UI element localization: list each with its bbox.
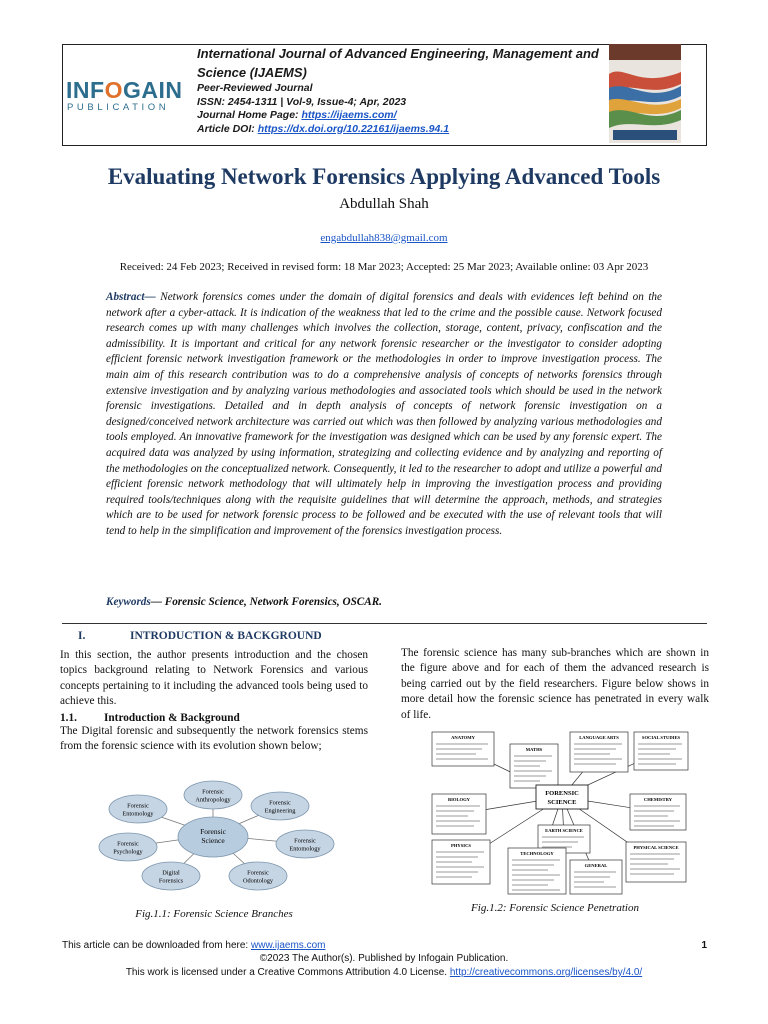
publisher-logo: INFOGAIN PUBLICATION: [66, 77, 183, 113]
abstract-label: Abstract: [106, 291, 145, 303]
forensic-science-penetration-figure: [430, 730, 690, 895]
download-line: This article can be downloaded from here: www.ijaems.com 1: [62, 940, 707, 951]
category-label: BIOLOGY: [448, 797, 470, 802]
category-label: ANATOMY: [451, 735, 475, 740]
penetration-paragraph: The forensic science has many sub-branches which are shown in the figure above and for each of them the advanced research is being carried out by the field researchers. Figure below shows in more detail how the forensic science has penetrated in every walk of life.: [401, 647, 709, 721]
category-label: PHYSICAL SCIENCE: [633, 845, 679, 850]
branch-label: Forensic: [117, 840, 139, 848]
journal-cover-image: [609, 44, 681, 143]
keywords: Keywords— Forensic Science, Network Forensics, OSCAR.: [106, 596, 382, 608]
intro-paragraph: In this section, the author presents introduction and the chosen topics background relating to Network Forensics and various concepts pertaining to it including the advanced tools being used to achieve this.: [60, 649, 368, 708]
svg-text:SCIENCE: SCIENCE: [547, 799, 577, 806]
logo-subtitle: PUBLICATION: [67, 102, 170, 113]
branch-label: Forensic: [202, 788, 224, 796]
subsection-heading: 1.1. Introduction & Background: [60, 711, 240, 724]
branch-label: Forensic: [294, 837, 316, 845]
doi-link[interactable]: https://dx.doi.org/10.22161/ijaems.94.1: [257, 122, 450, 135]
category-label: EARTH SCIENCE: [545, 828, 583, 833]
branch-label: Anthropology: [195, 796, 231, 804]
category-label: MATHS: [525, 747, 543, 752]
branch-label: Engineering: [264, 807, 296, 815]
page-number: 1: [701, 940, 707, 951]
home-page-line: Journal Home Page: https://ijaems.com/: [197, 109, 397, 121]
branch-label: Forensics: [158, 877, 184, 885]
license-link[interactable]: http://creativecommons.org/licenses/by/4.0/: [449, 967, 643, 978]
svg-text:Forensic: Forensic: [200, 827, 226, 836]
category-label: SOCIAL STUDIES: [641, 735, 681, 740]
right-column: [401, 646, 709, 723]
category-label: CHEMISTRY: [643, 797, 673, 802]
branch-label: Odontology: [242, 877, 274, 885]
category-label: LANGUAGE ARTS: [579, 735, 619, 740]
category-label: TECHNOLOGY: [520, 851, 554, 856]
branch-label: Entomology: [122, 810, 154, 818]
forensic-science-branches-figure: [98, 780, 338, 898]
copyright-line: ©2023 The Author(s). Published by Infogain Publication.: [259, 953, 509, 964]
branch-label: Forensic: [269, 799, 291, 807]
publication-dates: Received: 24 Feb 2023; Received in revised form: 18 Mar 2023; Accepted: 25 Mar 2023; Available online: 03 Apr 2023: [119, 261, 649, 273]
issn-line: ISSN: 2454-1311 | Vol-9, Issue-4; Apr, 2023: [197, 95, 407, 108]
branch-label: Entomology: [289, 845, 321, 853]
abstract: Abstract— Network forensics comes under the domain of digital forensics and deals with evidences left behind on the network after a cyber-attack. It is indication of the weakness that led to the crime and the possible cause. Network focused research comes up with many challenges which involves the collection, storage, content, privacy, confiscation and the admissibility. It is important and critical for any network forensic researcher or the investigator to consider adopting efficient forensic network investigation framework or the methodologies in order to improve investigation process. The main aim of this research contribution was to do a comprehensive analysis of concepts of networks forensics through extensive investigation and by analyzing various methodologies and associated tools which should be used in the network forensic investigations. Detailed and in depth analysis of concepts of network forensic investigation on a designed/conceived network architecture was carried out which was then followed by analyzing various methodologies and tools employed. An innovative framework for the investigation was designed which can be used by any forensic expert. The acquired data was analyzed by using information, strategizing and collecting evidence and by analyzing and reporting of the methodologies on the conceptualized network. Consequently, it led to the researcher to adopt and utilize a powerful and efficient forensic network methodology that will ultimately help in improving the investigation process and providing required tools/techniques along with the requisite guidelines that will determine the approach, methods, and strategies which are to be used for network forensic process to be followed and be executed with the use of relevant tools that will tend to help in the simplification and improvement of the forensics investigation process.: [106, 291, 662, 537]
doi-line: Article DOI: https://dx.doi.org/10.22161/ijaems.94.1: [197, 122, 450, 135]
fig2-caption: Fig.1.2: Forensic Science Penetration: [471, 902, 639, 914]
author-email-link[interactable]: engabdullah838@gmail.com: [320, 232, 448, 244]
category-label: PHYSICS: [451, 843, 471, 848]
fig1-caption: Fig.1.1: Forensic Science Branches: [135, 908, 293, 920]
peer-reviewed: Peer-Reviewed Journal: [197, 82, 313, 94]
home-page-link[interactable]: https://ijaems.com/: [301, 109, 397, 121]
category-label: GENERAL: [584, 863, 608, 868]
download-link[interactable]: www.ijaems.com: [251, 940, 326, 951]
svg-text:FORENSIC: FORENSIC: [545, 790, 579, 797]
svg-text:Science: Science: [201, 836, 225, 845]
left-column: [60, 630, 368, 754]
section-divider: [62, 623, 707, 624]
license-line: This work is licensed under a Creative Commons Attribution 4.0 License. http://creativecommons.org/licenses/by/4.0/: [125, 967, 643, 978]
branch-label: Forensic: [127, 802, 149, 810]
author-name: Abdullah Shah: [339, 196, 429, 212]
journal-title: International Journal of Advanced Engineering, Management and Science (IJAEMS): [197, 46, 599, 80]
journal-info: [197, 44, 607, 136]
branch-label: Digital: [162, 869, 180, 877]
background-paragraph: The Digital forensic and subsequently the network forensics stems from the forensic science with its evolution shown below;: [60, 724, 368, 753]
branch-label: Psychology: [113, 848, 143, 856]
section-heading: I. INTRODUCTION & BACKGROUND: [78, 630, 322, 642]
abstract-text: Network forensics comes under the domain of digital forensics and deals with evidences left behind on the network after a cyber-attack. It is indication of the weakness that led to the crime and the possible cause. Network focused research comes up with many challenges which involves the collection, storage, content, privacy, confiscation and the admissibility. It is important and critical for any network forensic researcher or the investigator to consider adopting efficient forensic network investigation framework or the methodologies in order to improve investigation process. The main aim of this research contribution was to do a comprehensive analysis of concepts of networks forensics through extensive investigation and by analyzing various methodologies and associated tools which should be used in the network forensic investigations. Detailed and in depth analysis of concepts of network forensic investigation on a designed/conceived network architecture was carried out which was then followed by analyzing various methodologies and tools employed. An innovative framework for the investigation was designed which can be used by any forensic expert. The acquired data was analyzed by using information, strategizing and collecting evidence and by analyzing and reporting of the methodologies on the conceptualized network. Consequently, it led to the researcher to adopt and utilize a powerful and efficient forensic network methodology that will ultimately help in improving the investigation process and providing required tools/techniques along with the requisite guidelines that will determine the approach, methods, and strategies which are to be used for network forensic process to be followed and be executed with the use of relevant tools that will tend to help in the simplification and improvement of the forensics investigation process.: [106, 291, 662, 537]
branch-label: Forensic: [247, 869, 269, 877]
paper-title: Evaluating Network Forensics Applying Advanced Tools: [107, 164, 661, 189]
